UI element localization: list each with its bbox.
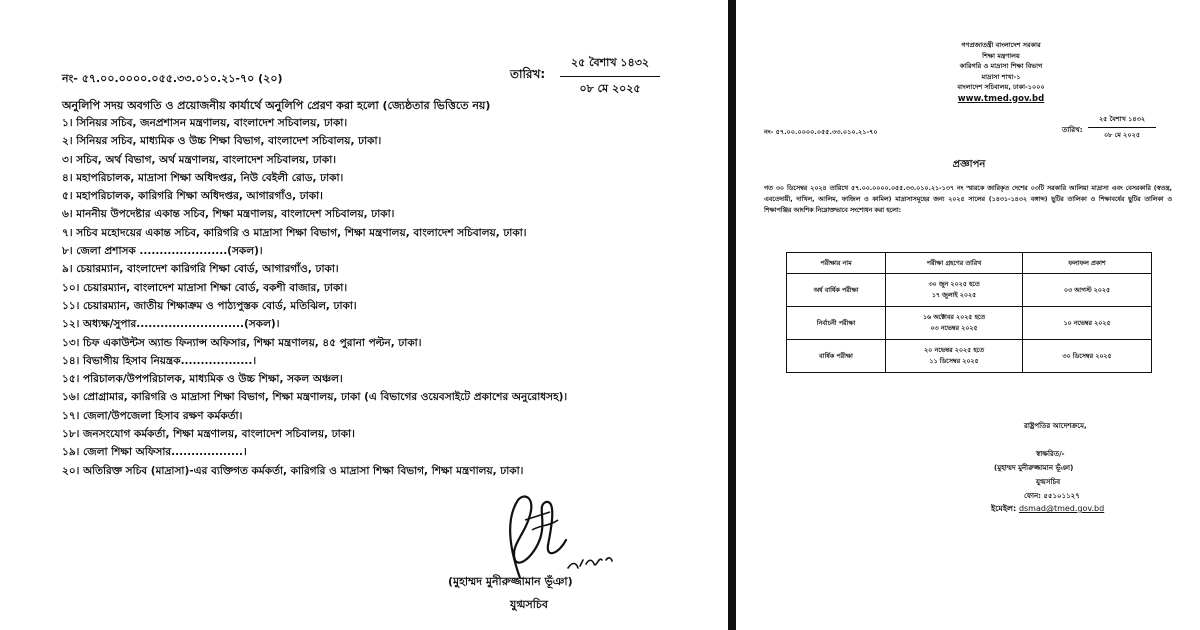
recipient-list — [62, 114, 567, 480]
list-item: ৪। মহাপরিচালক, মাদ্রাসা শিক্ষা অধিদপ্তর, নিউ বেইলী রোড, ঢাকা। — [62, 171, 344, 184]
list-item: ৮। জেলা প্রশাসক ......................(সকল)। — [62, 245, 263, 258]
website-link[interactable]: www.tmed.gov.bd — [957, 93, 1045, 104]
page-divider — [728, 0, 736, 630]
letterhead-line: মাদ্রাসা শাখা-১ — [981, 72, 1021, 81]
signatory-title: যুগ্মসচিব — [510, 598, 548, 611]
letterhead-line: শিক্ষা মন্ত্রণালয় — [982, 51, 1020, 60]
email-label: ইমেইল: — [991, 504, 1017, 513]
result-date: ১০ নভেম্বর ২০২৫ — [1023, 307, 1152, 340]
date-block — [1088, 114, 1156, 141]
exam-schedule-table — [786, 252, 1152, 373]
date-to: ০৩ নভেম্বর ২০২৫ — [930, 325, 978, 332]
table-header-row — [787, 253, 1152, 274]
list-item: ১০। চেয়ারম্যান, বাংলাদেশ মাদ্রাসা শিক্ষা বোর্ড, বকশী বাজার, ঢাকা। — [62, 281, 348, 294]
signatory-name: (মুহাম্মদ মুনীরুজ্জামান ভূঁঞা) — [448, 575, 573, 588]
signatory-name: (মুহাম্মদ মুনীরুজ্জামান ভূঁঞা) — [994, 464, 1074, 472]
exam-dates — [886, 307, 1023, 340]
date-label: তারিখ: — [510, 67, 546, 81]
list-item: ৯। চেয়ারম্যান, বাংলাদেশ কারিগরি শিক্ষা বোর্ড, আগারগাঁও, ঢাকা। — [62, 263, 339, 276]
memo-number: নং- ৫৭.০০.০০০০.০৫৫.৩৩.০১০.২১-৭০ (২০) — [62, 72, 283, 85]
table-row — [787, 274, 1152, 307]
list-item: ২০। অতিরিক্ত সচিব (মাদ্রাসা)-এর ব্যক্তিগত কর্মকর্তা, কারিগরি ও মাদ্রাসা শিক্ষা বিভাগ, শিক্ষা মন্ত্রণালয়, ঢাকা। — [62, 464, 524, 477]
list-item: ১। সিনিয়র সচিব, জনপ্রশাসন মন্ত্রণালয়, বাংলাদেশ সচিবালয়, ঢাকা। — [62, 117, 348, 129]
exam-name: বার্ষিক পরীক্ষা — [787, 340, 886, 373]
column-header: ফলাফল প্রকাশ — [1023, 253, 1152, 274]
date-to: ১৭ জুলাই ২০২৫ — [931, 292, 977, 299]
result-date: ০৩ আগস্ট ২০২৫ — [1023, 274, 1152, 307]
email-link[interactable]: dsmad@tmed.gov.bd — [1018, 504, 1105, 513]
email-line — [991, 503, 1104, 516]
notification-title: প্রজ্ঞাপন — [952, 159, 986, 170]
list-item: ২। সিনিয়র সচিব, মাধ্যমিক ও উচ্চ শিক্ষা বিভাগ, বাংলাদেশ সচিবালয়, ঢাকা। — [62, 135, 382, 148]
date-label: তারিখ: — [1062, 126, 1083, 134]
copy-intro: অনুলিপি সদয় অবগতি ও প্রয়োজনীয় কার্যার্থে অনুলিপি প্রেরণ করা হলো (জ্যেষ্ঠতার ভিত্তিতে নয়) — [62, 99, 491, 112]
exam-name: অর্ধ বার্ষিক পরীক্ষা — [787, 274, 886, 307]
signed-mark: স্বাক্ষরিত/- — [1036, 450, 1065, 458]
right-document-page — [736, 0, 1200, 630]
date-to: ১১ ডিসেম্বর ২০২৫ — [929, 358, 979, 365]
date-block — [560, 54, 660, 99]
date-english: ০৮ মে ২০২৫ — [1103, 131, 1141, 139]
date-from: ১৬ অক্টোবর ২০২৫ হতে — [922, 314, 986, 321]
table-row — [787, 340, 1152, 373]
column-header: পরীক্ষার নাম — [787, 253, 886, 274]
exam-name: নির্বাচনী পরীক্ষা — [787, 307, 886, 340]
letterhead-line: গণপ্রজাতন্ত্রী বাংলাদেশ সরকার — [961, 41, 1041, 49]
date-bangla: ২৫ বৈশাখ ১৪৩২ — [560, 54, 660, 77]
letterhead-line: কারিগরি ও মাদ্রাসা শিক্ষা বিভাগ — [959, 62, 1043, 70]
exam-dates — [886, 340, 1023, 373]
column-header: পরীক্ষা গ্রহণের তারিখ — [886, 253, 1023, 274]
exam-dates — [886, 274, 1023, 307]
list-item: ১৮। জনসংযোগ কর্মকর্তা, শিক্ষা মন্ত্রণালয়, বাংলাদেশ সচিবালয়, ঢাকা। — [62, 428, 355, 441]
memo-number: নং- ৫৭.০০.০০০০.০৫৫.৩৩.০১০.২১-৭০ — [764, 128, 878, 136]
letterhead-line: বাংলাদেশ সচিবালয়, ঢাকা-১০০০ — [957, 83, 1045, 91]
date-bangla: ২৫ বৈশাখ ১৪৩২ — [1088, 114, 1156, 128]
list-item: ১৬। প্রোগ্রামার, কারিগরি ও মাদ্রাসা শিক্ষা বিভাগ, শিক্ষা মন্ত্রণালয়, ঢাকা (এ বিভাগের ওয়েবসাইটে প্রকাশের অনুরোধসহ)। — [62, 391, 568, 404]
list-item: ৫। মহাপরিচালক, কারিগরি শিক্ষা অধিদপ্তর, আগারগাঁও, ঢাকা। — [62, 190, 323, 203]
list-item: ১৫। পরিচালক/উপপরিচালক, মাধ্যমিক ও উচ্চ শিক্ষা, সকল অঞ্চল। — [62, 373, 343, 386]
list-item: ৩। সচিব, অর্থ বিভাগ, অর্থ মন্ত্রণালয়, বাংলাদেশ সচিবালয়, ঢাকা। — [62, 153, 336, 166]
list-item: ১৩। চিফ একাউন্টস অ্যান্ড ফিন্যান্স অফিসার, শিক্ষা মন্ত্রণালয়, ৪৫ পুরানা পল্টন, ঢাকা। — [62, 336, 422, 349]
letterhead — [886, 40, 1116, 105]
list-item: ১৪। বিভাগীয় হিসাব নিয়ন্ত্রক..................। — [62, 354, 257, 367]
result-date: ৩০ ডিসেম্বর ২০২৫ — [1023, 340, 1152, 373]
list-item: ১৯। জেলা শিক্ষা অফিসার..................। — [62, 446, 247, 459]
list-item: ৭। সচিব মহোদয়ের একান্ত সচিব, কারিগরি ও মাদ্রাসা শিক্ষা বিভাগ, শিক্ষা মন্ত্রণালয়, বাংলাদেশ সচিবালয়, ঢাকা। — [62, 226, 527, 239]
order-line: রাষ্ট্রপতির আদেশক্রমে, — [1024, 422, 1087, 430]
table-row — [787, 307, 1152, 340]
list-item: ১২। অধ্যক্ষ/সুপার...........................(সকল)। — [62, 318, 280, 331]
phone-number: ফোন: ৫৫১০১১২৭ — [1024, 492, 1080, 500]
list-item: ১৭। জেলা/উপজেলা হিসাব রক্ষণ কর্মকর্তা। — [62, 409, 243, 422]
date-from: ২০ নভেম্বর ২০২৫ হতে — [924, 347, 984, 354]
list-item: ৬। মাননীয় উপদেষ্টার একান্ত সচিব, শিক্ষা মন্ত্রণালয়, বাংলাদেশ সচিবালয়, ঢাকা। — [62, 208, 395, 221]
date-from: ৩০ জুন ২০২৫ হতে — [928, 281, 980, 288]
signatory-title: যুগ্মসচিব — [1036, 478, 1061, 486]
notification-body: গত ৩০ ডিসেম্বর ২০২৪ তারিখে ৫৭.০০.০০০০.০৫৫.৩৩.০১০.২১-১৩৭ নং স্মারকে জারিকৃত দেশের ০৩টি সরকারি আলিয়া মাদ্রাসা এবং বেসরকারি (স্বতন্ত্র, এবতেদায়ী, দাখিল, আলিম, ফাজিল ও কামিল) মাদ্রাসাসমূহের জন্য ২০২৫ সালের (১৪৩১-১৪৩২ বঙ্গাব্দ) ছুটির তালিকা ও শিক্ষাবর্ষের ছুটির তালিকা ও শিক্ষাপঞ্জির আংশিক নিম্নোক্তভাবে সংশোধন করা হলো: — [764, 185, 1172, 214]
date-english: ০৮ মে ২০২৫ — [579, 82, 641, 95]
handwritten-signature — [480, 490, 630, 585]
list-item: ১১। চেয়ারম্যান, জাতীয় শিক্ষাক্রম ও পাঠ্যপুস্তক বোর্ড, মতিঝিল, ঢাকা। — [62, 299, 357, 312]
